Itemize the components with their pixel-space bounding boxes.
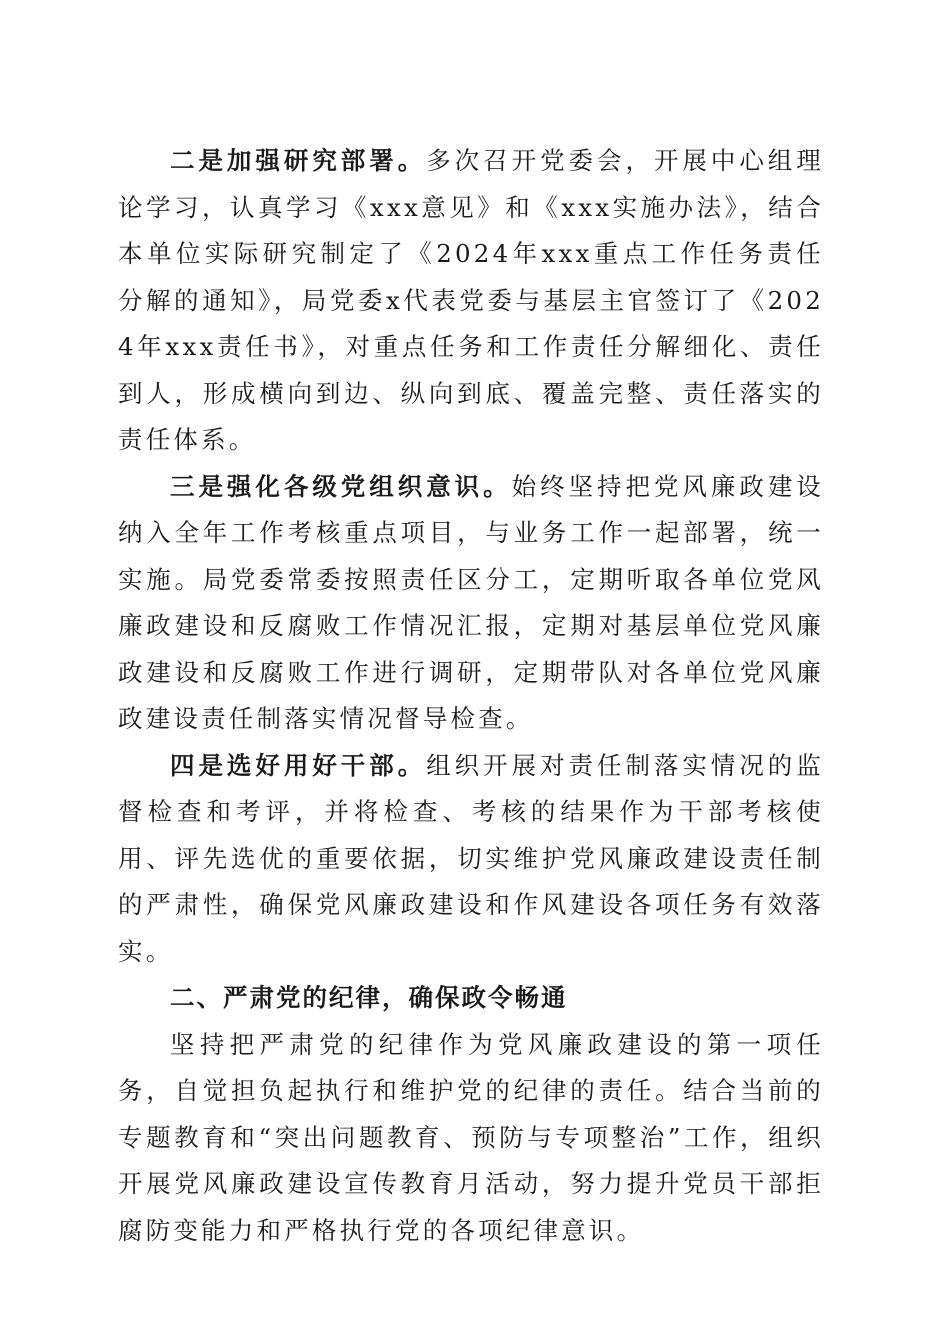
paragraph-lead: 二是加强研究部署。 <box>170 146 427 175</box>
section-heading: 二、严肃党的纪律，确保政令畅通 <box>170 983 568 1012</box>
paragraph-text: 组织开展对责任制落实情况的监督检查和考评，并将检查、考核的结果作为干部考核使用、评先选优的重要依据，切实维护党风廉政建设责任制的严肃性，确保党风廉政建设和作风建设各项任务有效落实。 <box>118 750 824 966</box>
paragraph-lead: 四是选好用好干部。 <box>170 750 427 780</box>
paragraph-text: 始终坚持把党风廉政建设纳入全年工作考核重点项目，与业务工作一起部署，统一实施。局党委常委按照责任区分工，定期听取各单位党风廉政建设和反腐败工作情况汇报，定期对基层单位党风廉政建设和反腐败工作进行调研，定期带队对各单位党风廉政建设责任制落实情况督导检查。 <box>118 471 825 733</box>
paragraph-party-awareness <box>118 464 824 743</box>
document-body <box>118 138 824 1254</box>
paragraph-lead: 三是强化各级党组织意识。 <box>170 471 512 501</box>
paragraph-cadre-selection <box>118 743 824 976</box>
paragraph-research-deployment <box>118 138 824 464</box>
paragraph-text: 多次召开党委会，开展中心组理论学习，认真学习《xxx意见》和《xxx实施办法》，结合本单位实际研究制定了《2024年xxx重点工作任务责任分解的通知》，局党委x代表党委与基层主官签订了《2024年xxx责任书》，对重点任务和工作责任分解细化、责任到人，形成横向到边、纵向到底、覆盖完整、责任落实的责任体系。 <box>118 146 824 454</box>
paragraph-discipline: 坚持把严肃党的纪律作为党风廉政建设的第一项任务，自觉担负起执行和维护党的纪律的责任。结合当前的专题教育和“突出问题教育、预防与专项整治”工作，组织开展党风廉政建设宣传教育月活动，努力提升党员干部拒腐防变能力和严格执行党的各项纪律意识。 <box>118 1029 824 1245</box>
